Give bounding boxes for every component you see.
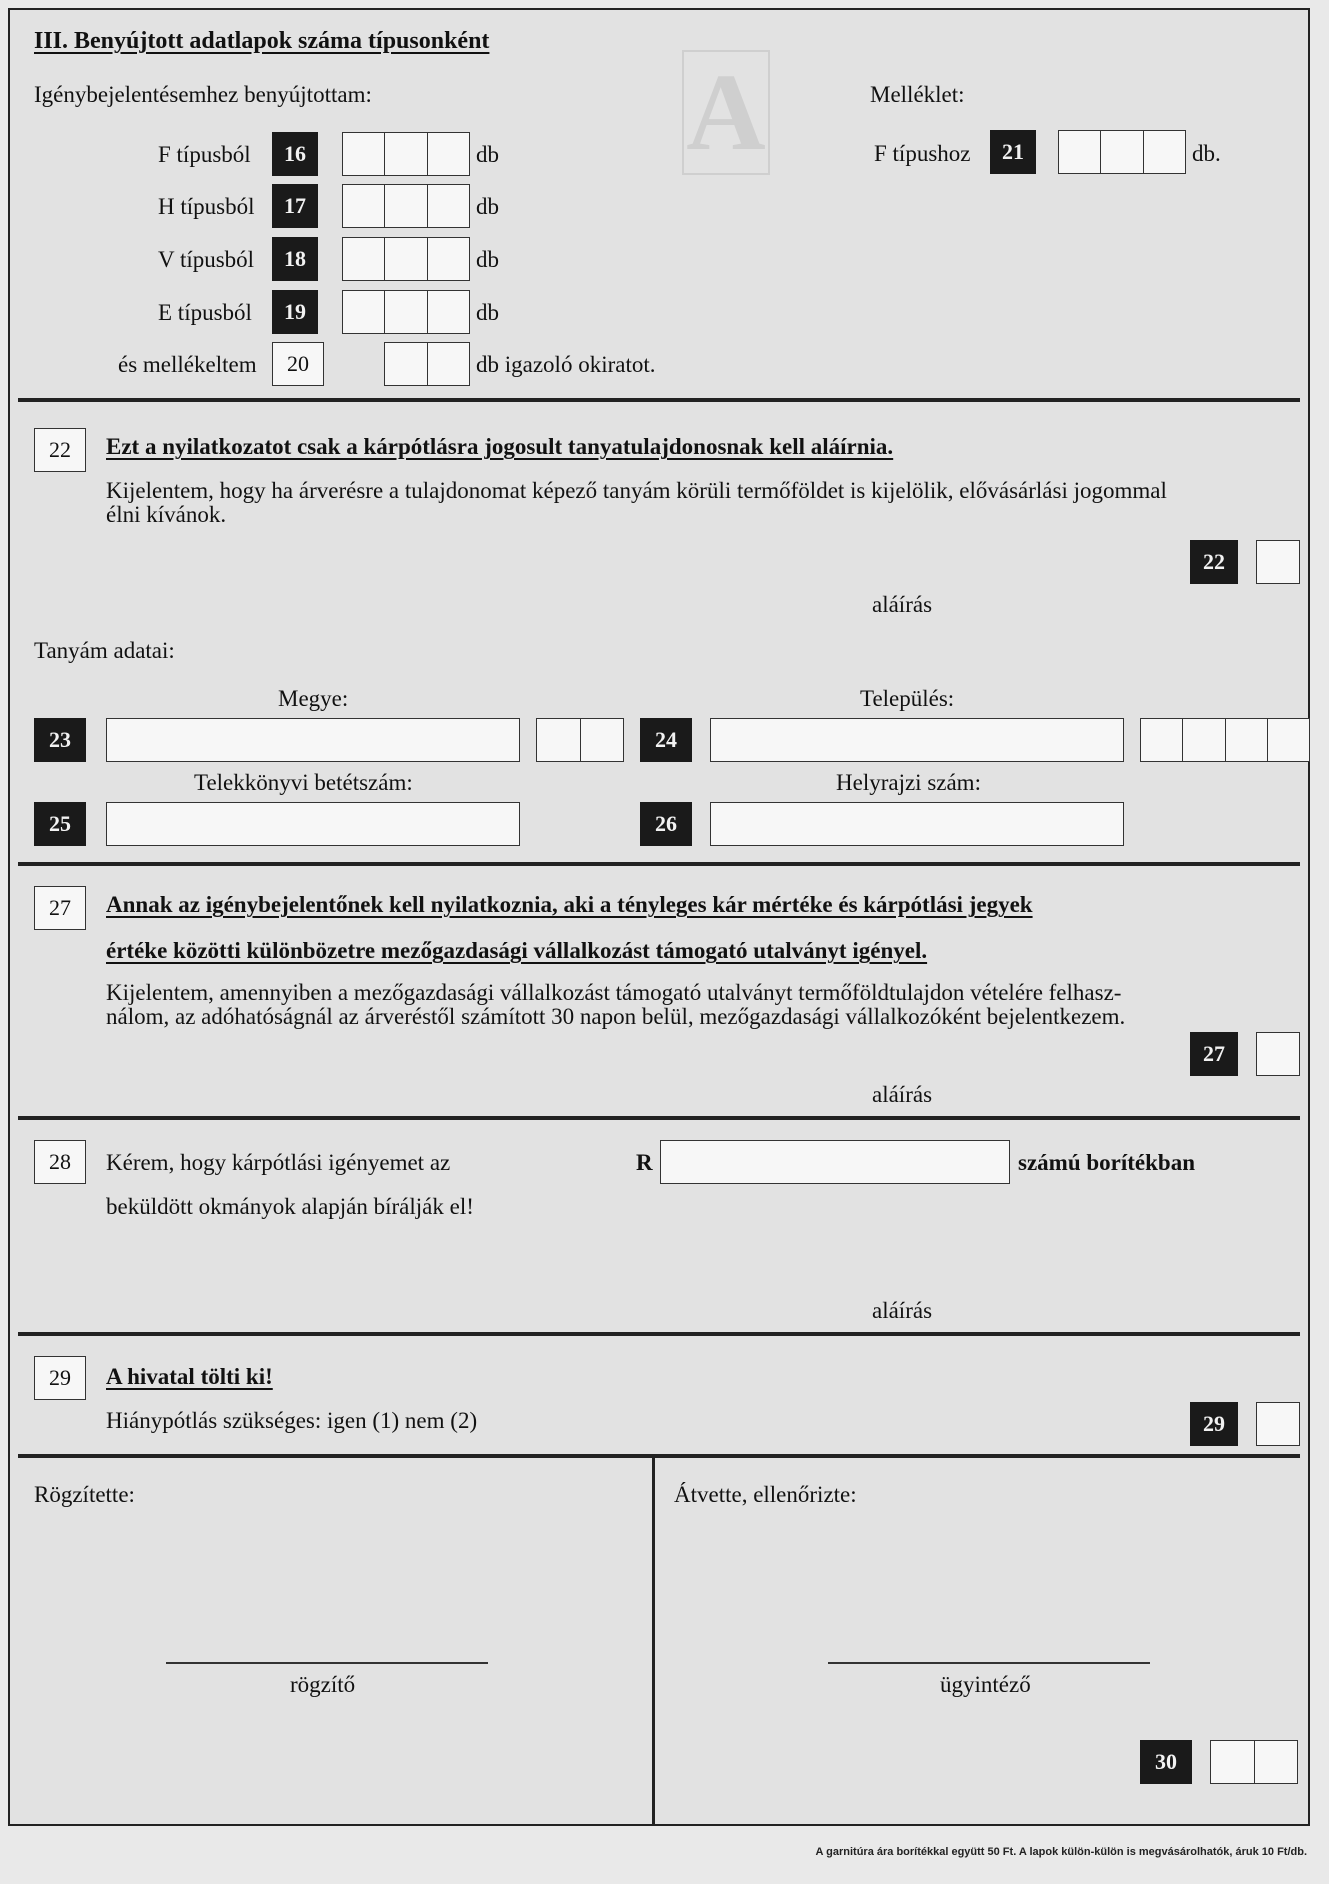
label-f-tipushoz: F típushoz: [874, 141, 971, 166]
field-number-19: 19: [272, 290, 318, 334]
background-watermark: A: [682, 50, 770, 175]
recorder-signature-line[interactable]: [166, 1662, 488, 1664]
field-number-23: 23: [34, 718, 86, 762]
section-number-28: 28: [34, 1140, 86, 1184]
section22-text-line1: Kijelentem, hogy ha árverésre a tulajdonomat képező tanyám körüli termőföldet is kijelölik, elővásárlási jogommal: [106, 478, 1167, 503]
label-h-tipusbol: H típusból: [158, 194, 255, 219]
label-f-tipusbol: F típusból: [158, 142, 251, 167]
unit-18: db: [476, 247, 499, 272]
recorded-by-title: Rögzítette:: [34, 1482, 135, 1507]
count-input-18[interactable]: [342, 237, 470, 281]
label-attachments: és mellékeltem: [118, 352, 257, 377]
field-number-27: 27: [1190, 1032, 1238, 1076]
field-number-25: 25: [34, 802, 86, 846]
unit-17: db: [476, 194, 499, 219]
clerk-label: ügyintéző: [940, 1672, 1031, 1697]
field-number-16: 16: [272, 132, 318, 176]
settlement-label: Település:: [860, 686, 955, 711]
section27-heading-line1: Annak az igénybejelentőnek kell nyilatkoznia, aki a tényleges kár mértéke és kárpótlási jegyek: [106, 892, 1033, 917]
signature-label-27: aláírás: [872, 1082, 933, 1107]
label-v-tipusbol: V típusból: [158, 247, 255, 272]
farm-data-title: Tanyám adatai:: [34, 638, 175, 663]
count-input-19[interactable]: [342, 290, 470, 334]
field-number-18: 18: [272, 237, 318, 281]
envelope-suffix: számú borítékban: [1018, 1150, 1195, 1175]
signature-label-28: aláírás: [872, 1298, 933, 1323]
section22-heading: Ezt a nyilatkozatot csak a kárpótlásra jogosult tanyatulajdonosnak kell aláírnia.: [106, 434, 894, 459]
envelope-r-label: R: [636, 1150, 653, 1175]
received-checked-title: Átvette, ellenőrizte:: [674, 1482, 857, 1507]
section-number-27: 27: [34, 886, 86, 930]
field-number-24: 24: [640, 718, 692, 762]
field-number-21: 21: [990, 130, 1036, 174]
divider: [18, 398, 1300, 402]
landreg-label: Telekkönyvi betétszám:: [194, 770, 413, 795]
section27-heading-line2: értéke közötti különbözetre mezőgazdasági vállalkozást támogató utalványt igényel.: [106, 938, 928, 963]
settlement-code-input[interactable]: [1140, 718, 1310, 762]
field-number-29: 29: [1190, 1402, 1238, 1446]
footer-price-note: A garnitúra ára borítékkal együtt 50 Ft. A lapok külön-külön is megvásárolhatók, áruk 10 Ft/db.: [815, 1846, 1307, 1858]
plot-label: Helyrajzi szám:: [836, 770, 981, 795]
signature-label-22: aláírás: [872, 592, 933, 617]
envelope-number-input[interactable]: [660, 1140, 1010, 1184]
divider: [18, 1454, 1300, 1458]
label-e-tipusbol: E típusból: [158, 300, 252, 325]
section3-intro: Igénybejelentésemhez benyújtottam:: [34, 82, 372, 107]
section-number-22: 22: [34, 428, 86, 472]
recorder-label: rögzítő: [290, 1672, 356, 1697]
section3-title: III. Benyújtott adatlapok száma típusonként: [34, 28, 490, 54]
divider: [18, 1116, 1300, 1120]
county-code-input[interactable]: [536, 718, 624, 762]
clerk-signature-line[interactable]: [828, 1662, 1150, 1664]
melleklet-label: Melléklet:: [870, 82, 965, 107]
divider: [18, 1332, 1300, 1336]
section29-heading: A hivatal tölti ki!: [106, 1364, 273, 1389]
count-input-16[interactable]: [342, 132, 470, 176]
field-number-17: 17: [272, 184, 318, 228]
section27-text-line2: nálom, az adóhatóságnál az árveréstől számított 30 napon belül, mezőgazdasági vállalkozóként bejelentkezem.: [106, 1004, 1126, 1029]
field-number-22: 22: [1190, 540, 1238, 584]
count-input-21[interactable]: [1058, 130, 1186, 174]
divider: [18, 862, 1300, 866]
section27-text-line1: Kijelentem, amennyiben a mezőgazdasági vállalkozást támogató utalványt termőföldtulajdon vételére felhasz-: [106, 980, 1122, 1005]
checkbox-27[interactable]: [1256, 1032, 1300, 1076]
section29-text: Hiánypótlás szükséges: igen (1) nem (2): [106, 1408, 478, 1433]
checkbox-22[interactable]: [1256, 540, 1300, 584]
section22-text-line2: élni kívánok.: [106, 502, 227, 527]
county-input[interactable]: [106, 718, 520, 762]
landreg-input[interactable]: [106, 802, 520, 846]
section28-text-line1: Kérem, hogy kárpótlási igényemet az: [106, 1150, 451, 1175]
plot-input[interactable]: [710, 802, 1124, 846]
field-number-20: 20: [272, 342, 324, 386]
office-divider: [652, 1458, 655, 1824]
section-number-29: 29: [34, 1356, 86, 1400]
settlement-input[interactable]: [710, 718, 1124, 762]
field-number-30: 30: [1140, 1740, 1192, 1784]
count-input-17[interactable]: [342, 184, 470, 228]
checkbox-29[interactable]: [1256, 1402, 1300, 1446]
unit-16: db: [476, 142, 499, 167]
unit-19: db: [476, 300, 499, 325]
office-code-input[interactable]: [1210, 1740, 1298, 1784]
county-label: Megye:: [278, 686, 349, 711]
unit-20: db igazoló okiratot.: [476, 352, 656, 377]
field-number-26: 26: [640, 802, 692, 846]
unit-21: db.: [1192, 141, 1221, 166]
form-page: [8, 8, 1310, 1826]
section28-text-line2: beküldött okmányok alapján bírálják el!: [106, 1194, 474, 1219]
count-input-20[interactable]: [384, 342, 470, 386]
